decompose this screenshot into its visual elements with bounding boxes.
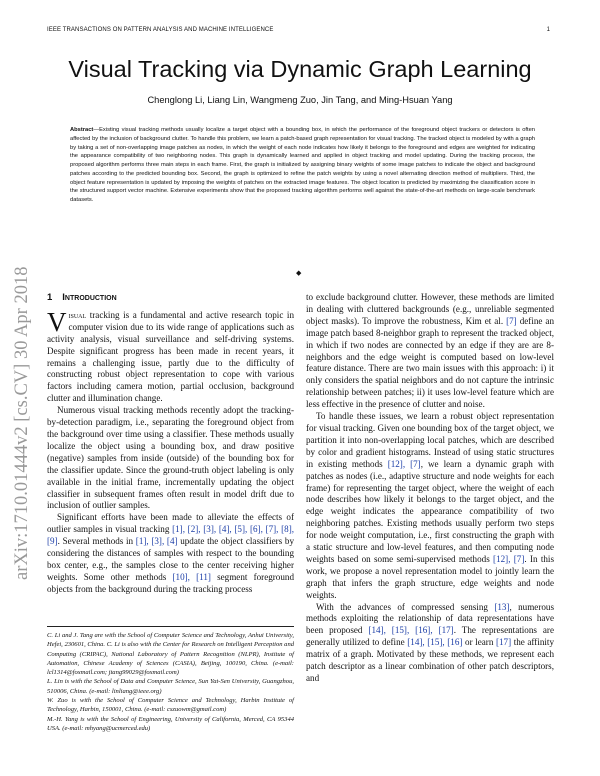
citation-link[interactable]: [1], [3], [4] [135,536,178,547]
paragraph: Numerous visual tracking methods recently adopt the tracking-by-detection paradigm, i.e., separating the foreground object from the background over time using a classifier. These methods usually localize the object using a bounding box, and draw positive (negative) samples from inside (outside) of the bounding box for the classifier update. Since the ground-truth object labeling is only available in the initial frame, incrementally updating the object classifier in subsequent frames often result in model drift due to inclusion of outlier samples. [47,405,294,511]
paragraph [47,306,294,405]
footnote: W. Zuo is with the School of Computer Science and Technology, Harbin Institute of Technology, Harbin, 150001, China. (e-mail: cszuowm@gmail.com) [47,697,294,714]
paragraph-text: the affinity matrix of a graph. Motivated by these methods, we represent each patch descriptor as a linear combination of other patch descriptors, and [306,637,554,683]
paragraph [306,602,554,685]
citation-link[interactable]: [17] [495,637,512,648]
paragraph-text: Significant efforts have been made to alleviate the effects of outlier samples in visual tracking [47,512,294,535]
abstract-label: Abstract [70,127,94,133]
abstract-text: —Existing visual tracking methods usually localize a target object with a bounding box, in which the performance of the foreground object trackers or detectors is often affected by the inclusion of background clutter. To handle this problem, we learn a patch-based graph representation for visual tracking. The tracked object is modeled by with a graph by taking a set of non-overlapping image patches as nodes, in which the weight of each node indicates how likely it belongs to the foreground and edges are weighted for indicating the appearance compatibility of two neighboring nodes. This graph is dynamically learned and applied in object tracking and model updating. During the tracking process, the proposed algorithm performs three main steps in each frame. First, the graph is initialized by assigning binary weights of some image patches to indicate the object and background patches according to the predicted bounding box. Second, the graph is optimized to refine the patch weights by using a novel alternating direction method of multipliers. Third, the object feature representation is updated by imposing the weights of patches on the extracted image features. The object location is predicted by maximizing the classification score in the structured support vector machine. Extensive experiments show that the proposed tracking algorithm performs well against the state-of-the-art methods on large-scale benchmark datasets. [70,127,535,203]
paragraph-text: or learn [462,637,496,648]
running-header [47,27,550,33]
section-title: Introduction [62,292,117,303]
footnotes [47,631,294,733]
paragraph-text: to exclude background clutter. However, these methods are limited in dealing with cluttered backgrounds (e.g., unreliable segmented object masks). To improve the robustness, Kim et al. [306,292,554,326]
citation-link[interactable]: [1], [2], [3], [4], [5], [6], [7], [8], [9] [47,524,294,547]
paragraph-text: To handle these issues, we learn a robust object representation for visual tracking. Given one bounding box of the target object, we partition it into non-overlapping local patches, which are described by color and gradient histograms. Instead of using static structures in existing methods [306,411,554,469]
arxiv-stamp[interactable]: arXiv:1710.01444v2 [cs.CV] 30 Apr 2018 [12,266,32,580]
citation-link[interactable]: [7] [506,315,517,326]
citation-link[interactable]: [10], [11] [172,571,211,582]
paragraph-text: . In this work, we propose a novel representation model to jointly learn the graph that infers the graph structure, edge weights and node weights. [306,553,554,600]
paragraph [47,512,294,595]
author-list: Chenglong Li, Liang Lin, Wangmeng Zuo, Jin Tang, and Ming-Hsuan Yang [147,95,453,105]
paper-title: Visual Tracking via Dynamic Graph Learning [68,56,532,82]
paragraph-text: , we learn a dynamic graph with patches as nodes (i.e., adaptive structure and node weights for each frame) for representing the target object, where the weight of each node describes how likely it belongs to the target object, and the edge weight indicates the appearance compatibility of two neighboring patches. Existing methods usually perform two steps for node weight computation, i.e., first constructing the graph with a static structure and low-level features, and then computing node weights based on some semi-supervised methods [306,458,554,564]
lead-word: isual [68,309,87,320]
paragraph-text: tracking is a fundamental and active research topic in computer vision due to its wide range of applications such as activity analysis, visual surveillance and self-driving systems. Despite significant progress has been made in recent years, it remains a challenging issue, partly due to the difficulty of constructing robust object representation to cope with various factors including camera motion, partial occlusion, background clutter and illumination change. [47,309,294,404]
paragraph-text: define an image patch based 8-neighbor graph to represent the tracked object, in which if two nodes are connected by an edge if they are are 8-neighbors and the edge weight is computed based on low-level feature distance. There are two main issues with this approach: i) it only considers the spatial neighbors and do not capture the intrinsic relationship between patches; ii) it uses low-level feature which are less effective in the presence of clutter and noise. [306,315,554,410]
citation-link[interactable]: [12], [7] [493,553,525,564]
drop-cap: V [47,306,67,337]
journal-name: IEEE TRANSACTIONS ON PATTERN ANALYSIS AND MACHINE INTELLIGENCE [47,27,274,33]
paragraph-text: . Several methods in [57,536,136,547]
citation-link[interactable]: [13] [494,601,510,612]
citation-link[interactable]: [14], [15], [16] [407,637,463,648]
footnote: M.-H. Yang is with the School of Engineering, University of California, Merced, CA 95344 USA. (e-mail: mhyang@ucmerced.edu) [47,715,294,732]
footnote-rule [47,626,294,627]
page-number: 1 [546,27,550,33]
left-column [47,292,294,596]
section-number: 1 [47,292,53,303]
divider-diamond-icon: ◆ [296,269,302,277]
footnote: C. Li and J. Tang are with the School of Computer Science and Technology, Anhui University, Hefei, 230601, China. C. Li is also with the Center for Research on Intelligent Perception and Computing (CRIPAC), National Laboratory of Pattern Recognition (NLPR), Institute of Automation, Chinese Academy of Sciences (CASIA), Beijing, 100190, China. (e-mail: lcl1314@foxmail.com; jtang99029@foxmail.com) [47,632,294,677]
paragraph-text: With the advances of compressed sensing [316,601,495,612]
paragraph-text: , numerous methods exploiting the relationship of data representations have been proposed [306,601,554,636]
citation-link[interactable]: [12], [7] [387,458,421,469]
right-column [306,292,554,685]
abstract [70,126,535,205]
footnote: L. Lin is with the School of Data and Computer Science, Sun Yat-Sen University, Guangzhou, 510006, China. (e-mail: linliang@ieee.org) [47,678,294,695]
citation-link[interactable]: [14], [15], [16], [17] [368,625,454,636]
paragraph-text: segment foreground objects from the background during the tracking process [47,571,294,594]
paragraph-text: update the object classifiers by considering the distances of samples with respect to the bounding box center, e.g., the samples close to the center receiving higher weights. Some other methods [47,536,294,582]
paragraph [306,411,554,602]
paragraph [306,292,554,411]
paragraph-text: . The representations are generally utilized to define [306,625,554,648]
section-heading [47,292,294,304]
